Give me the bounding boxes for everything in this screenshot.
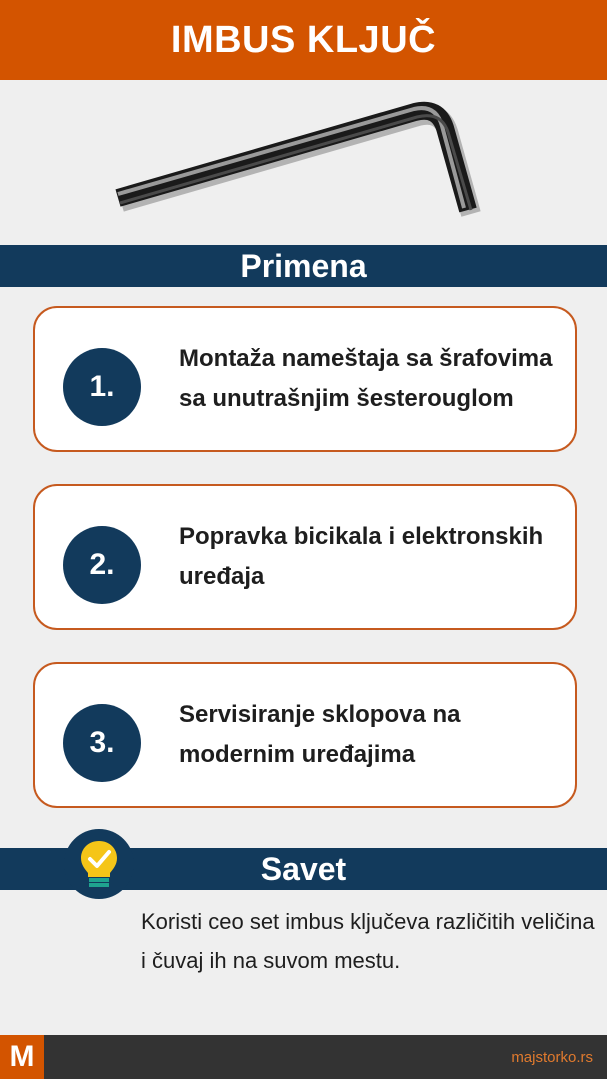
primena-banner	[0, 245, 607, 287]
number-badge: 3.	[63, 704, 141, 782]
footer-bar	[0, 1035, 607, 1079]
usage-card-2	[33, 484, 577, 630]
savet-heading: Savet	[260, 850, 347, 887]
usage-text: Montaža nameštaja sa šrafovima sa unutrašnjim šesterouglom	[179, 345, 553, 412]
site-logo[interactable]: M	[0, 1035, 44, 1079]
site-link[interactable]: majstorko.rs	[511, 1048, 593, 1066]
tip-text: Koristi ceo set imbus ključeva različitih veličina i čuvaj ih na suvom mestu.	[141, 909, 595, 973]
usage-text: Popravka bicikala i elektronskih uređaja	[179, 523, 544, 590]
lightbulb-check-icon	[64, 829, 134, 899]
page-title: IMBUS KLJUČ	[170, 18, 437, 61]
allen-key-icon	[0, 80, 607, 245]
primena-heading: Primena	[240, 247, 367, 284]
header-bar	[0, 0, 607, 80]
usage-card-3	[33, 662, 577, 808]
number-badge: 2.	[63, 526, 141, 604]
usage-text: Servisiranje sklopova na modernim uređajima	[179, 701, 461, 768]
usage-card-1	[33, 306, 577, 452]
number-badge: 1.	[63, 348, 141, 426]
allen-key-image	[0, 80, 607, 245]
